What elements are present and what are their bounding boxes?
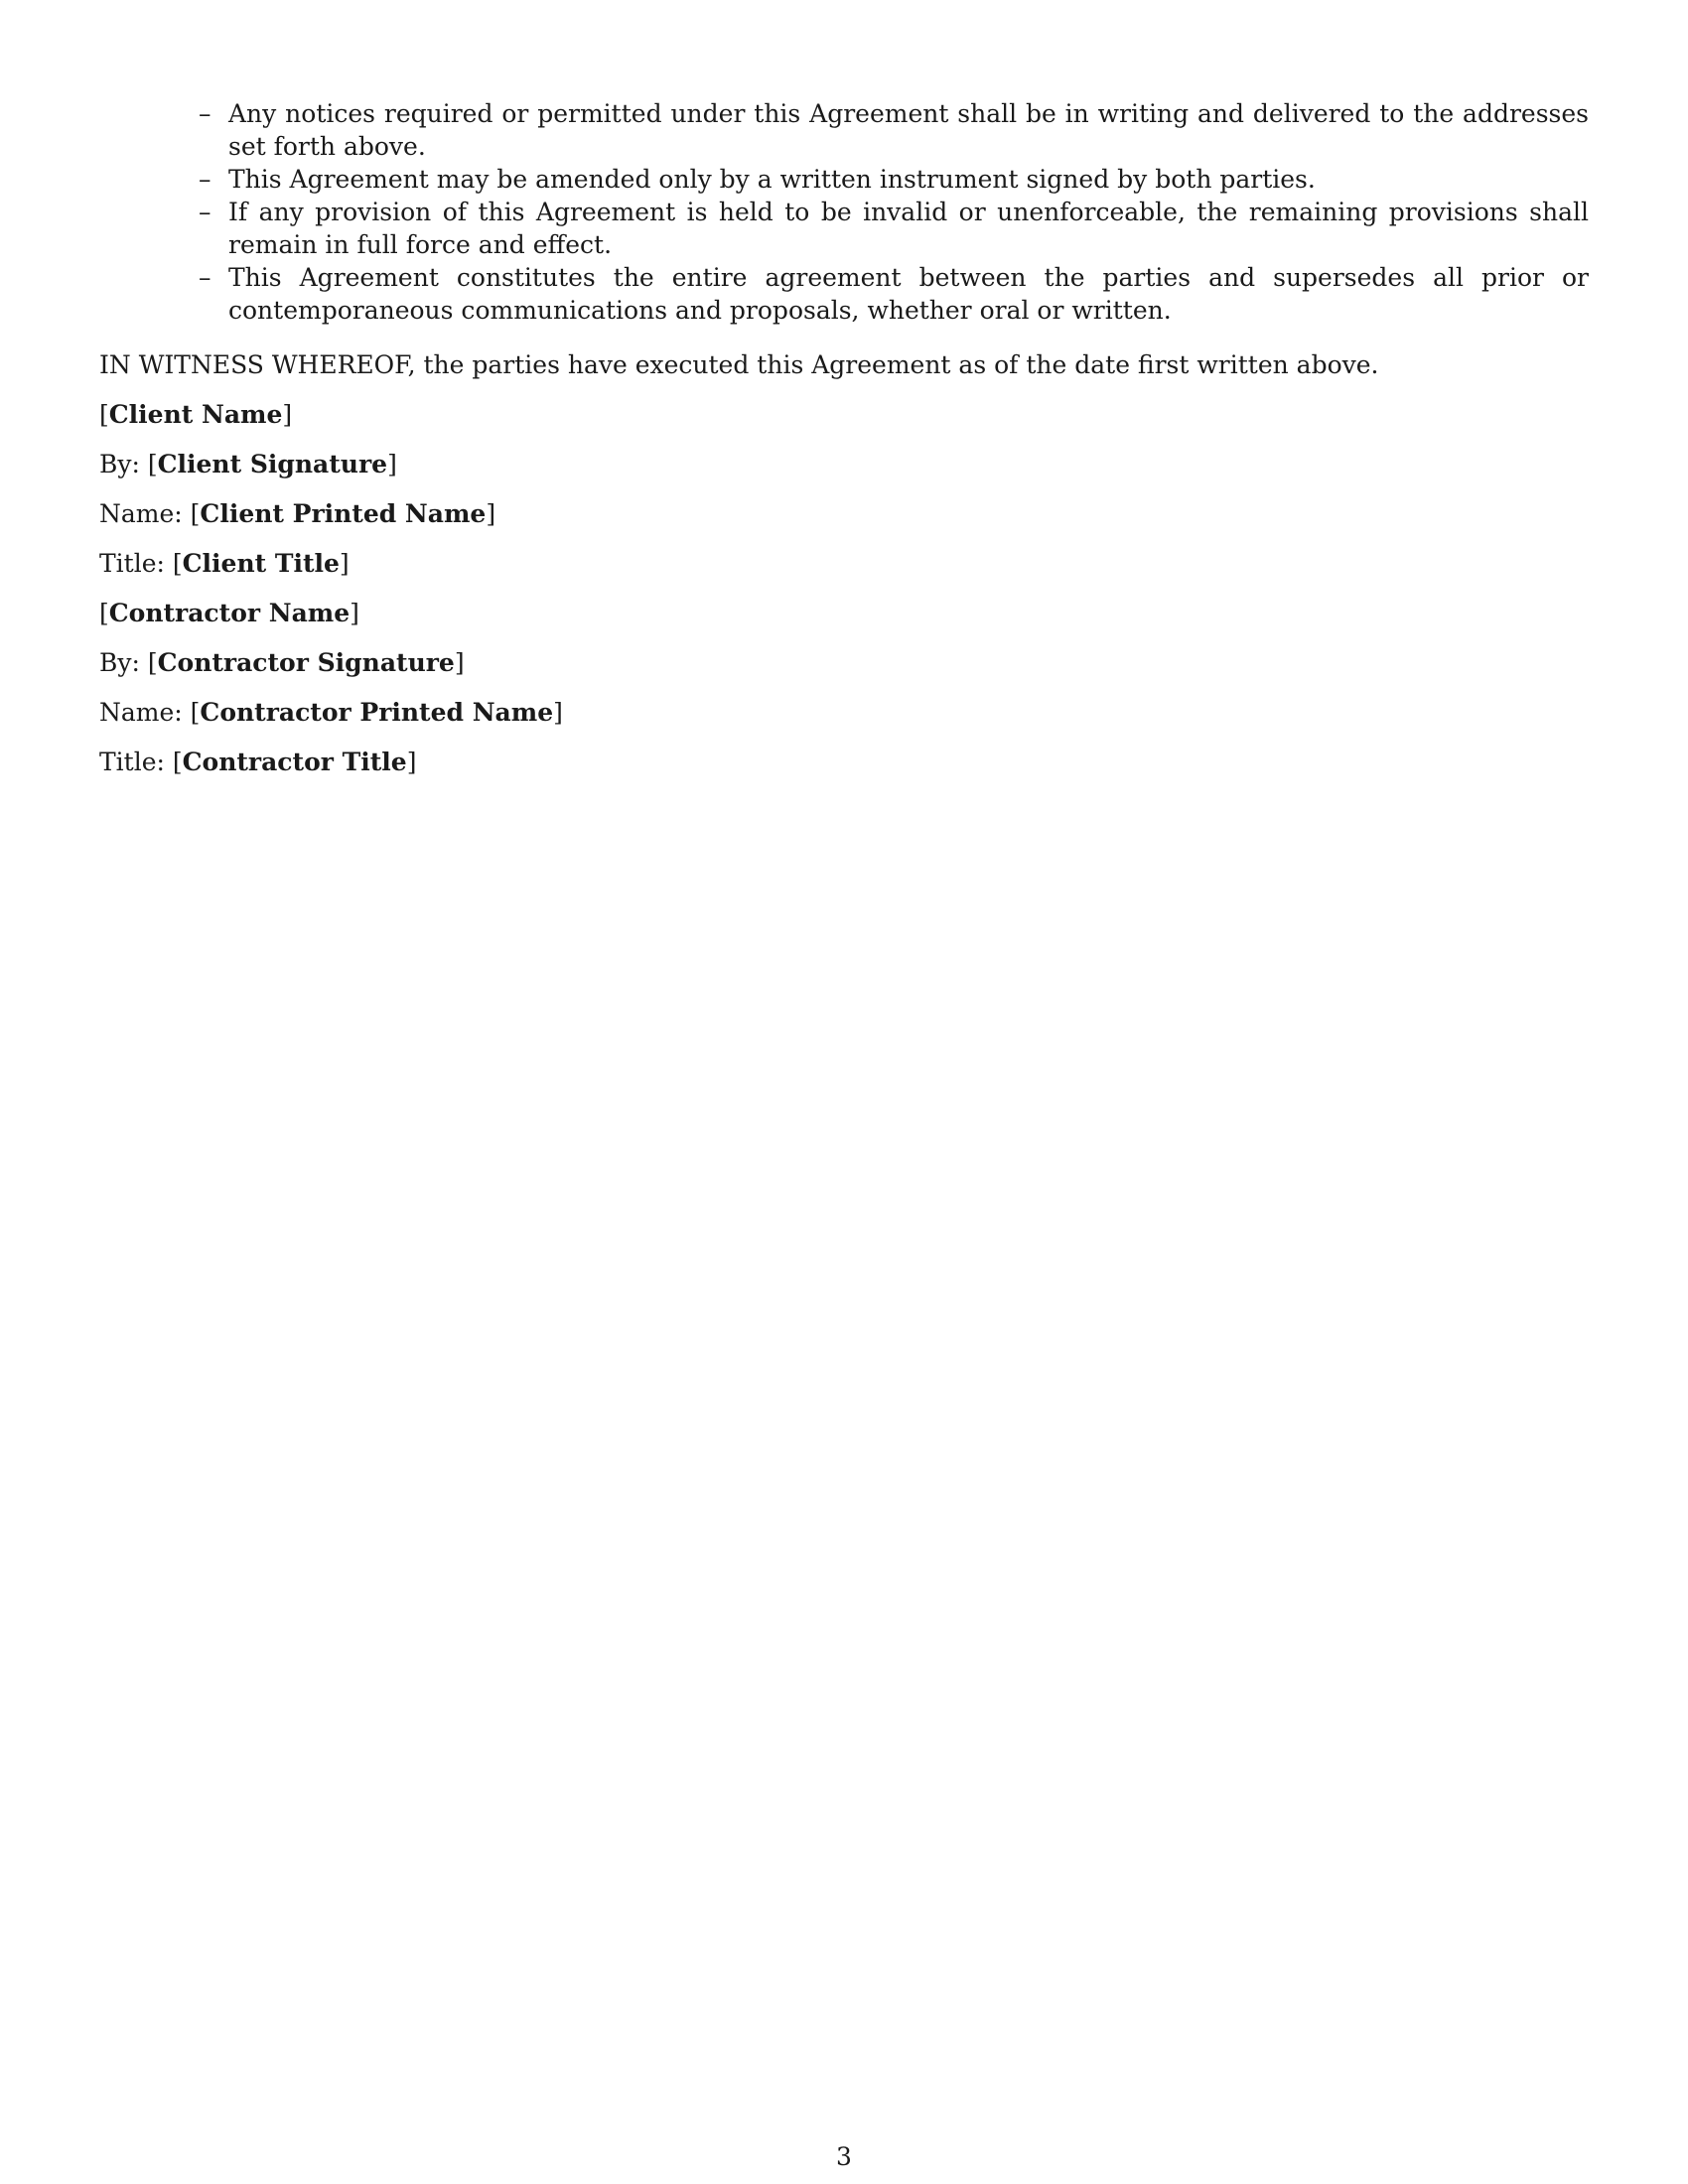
provision-item: – This Agreement constitutes the entire agreement between the parties and supersedes all prior or contemporaneous communications and proposals, whether oral or written. [199, 263, 1589, 325]
document-page [99, 97, 1589, 795]
client-signature-block [99, 398, 1589, 580]
client-title-line: Title: [Client Title] [99, 549, 350, 578]
provision-item: – Any notices required or permitted under this Agreement shall be in writing and delivered to the addresses set forth above. [199, 99, 1589, 161]
page-number: 3 [836, 2142, 852, 2171]
contractor-signature-block [99, 597, 1589, 778]
client-name-line: [Client Name] [99, 400, 293, 429]
client-signature-line: By: [Client Signature] [99, 450, 397, 478]
provision-item: – If any provision of this Agreement is held to be invalid or unenforceable, the remaining provisions shall remain in full force and effect. [199, 198, 1589, 259]
contractor-name-line: [Contractor Name] [99, 599, 359, 627]
witness-clause: IN WITNESS WHEREOF, the parties have executed this Agreement as of the date first written above. [99, 350, 1379, 379]
contractor-signature-line: By: [Contractor Signature] [99, 648, 465, 677]
dash-bullet: – [199, 165, 211, 194]
dash-bullet: – [199, 99, 211, 128]
contractor-title-line: Title: [Contractor Title] [99, 748, 417, 776]
dash-bullet: – [199, 198, 211, 226]
provision-item: – This Agreement may be amended only by a written instrument signed by both parties. [199, 165, 1316, 194]
contractor-printed-name-line: Name: [Contractor Printed Name] [99, 698, 563, 727]
client-printed-name-line: Name: [Client Printed Name] [99, 499, 496, 528]
dash-bullet: – [199, 263, 211, 292]
provisions-list [99, 97, 1589, 327]
